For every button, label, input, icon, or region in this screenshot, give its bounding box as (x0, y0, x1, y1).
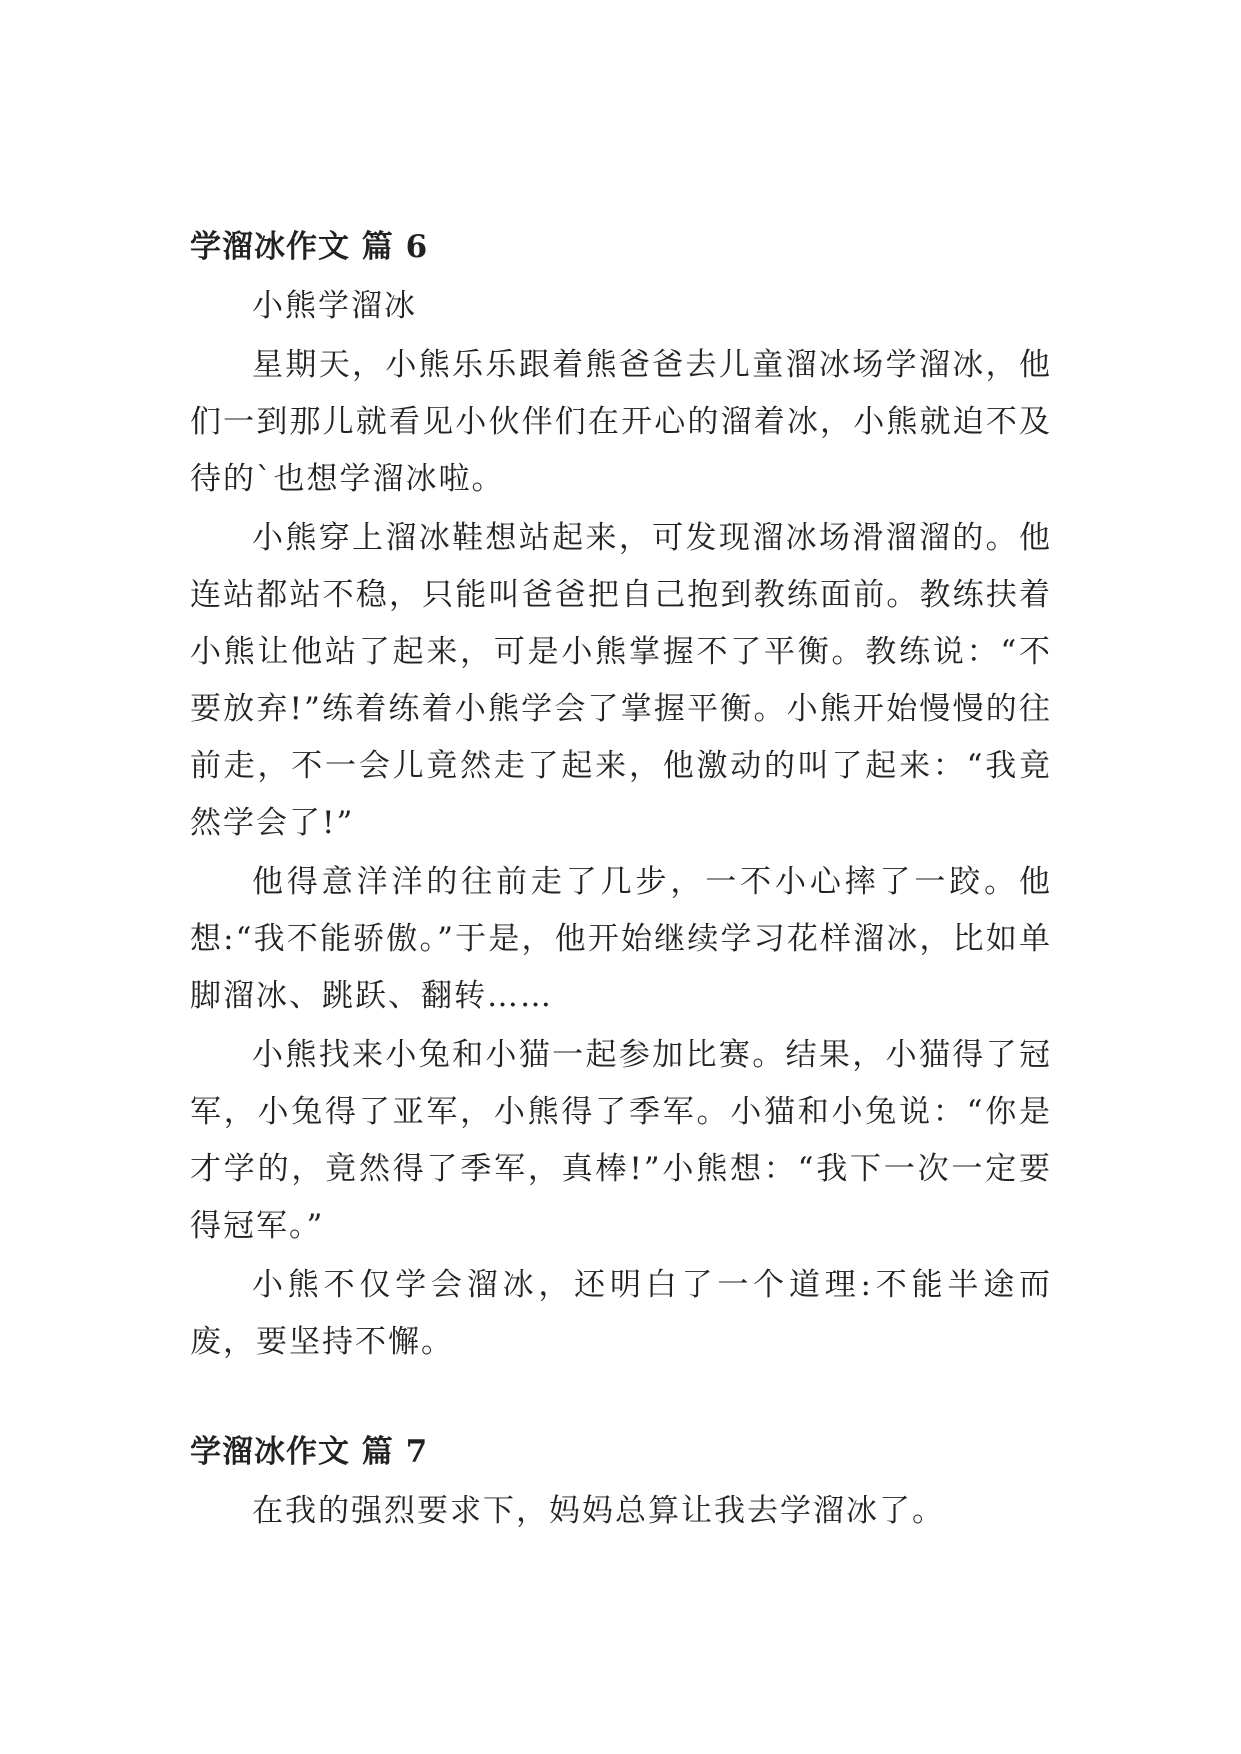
section-heading: 学溜冰作文 篇 6 (190, 229, 429, 265)
essay-section-7 (190, 1423, 1052, 1540)
paragraph: 在我的强烈要求下，妈妈总算让我去学溜冰了。 (252, 1493, 945, 1529)
paragraph: 他得意洋洋的往前走了几步，一不小心摔了一跤。他想:“我不能骄傲。”于是，他开始继续学习花样溜冰，比如单脚溜冰、跳跃、翻转…… (190, 864, 1052, 1014)
section-heading: 学溜冰作文 篇 7 (190, 1434, 429, 1470)
paragraph: 小熊穿上溜冰鞋想站起来，可发现溜冰场滑溜溜的。他连站都站不稳，只能叫爸爸把自己抱到教练面前。教练扶着小熊让他站了起来，可是小熊掌握不了平衡。教练说：“不要放弃!”练着练着小熊学会了掌握平衡。小熊开始慢慢的往前走，不一会儿竟然走了起来，他激动的叫了起来：“我竟然学会了!” (190, 520, 1052, 841)
document-body (190, 218, 1052, 1540)
paragraph: 小熊不仅学会溜冰，还明白了一个道理:不能半途而废，要坚持不懈。 (190, 1267, 1052, 1360)
essay-title: 小熊学溜冰 (252, 288, 417, 324)
essay-section-6 (190, 218, 1052, 1371)
paragraph: 星期天，小熊乐乐跟着熊爸爸去儿童溜冰场学溜冰，他们一到那儿就看见小伙伴们在开心的溜着冰，小熊就迫不及待的`也想学溜冰啦。 (190, 347, 1052, 497)
paragraph: 小熊找来小兔和小猫一起参加比赛。结果，小猫得了冠军，小兔得了亚军，小熊得了季军。小猫和小兔说：“你是才学的，竟然得了季军，真棒!”小熊想：“我下一次一定要得冠军。” (190, 1037, 1052, 1244)
